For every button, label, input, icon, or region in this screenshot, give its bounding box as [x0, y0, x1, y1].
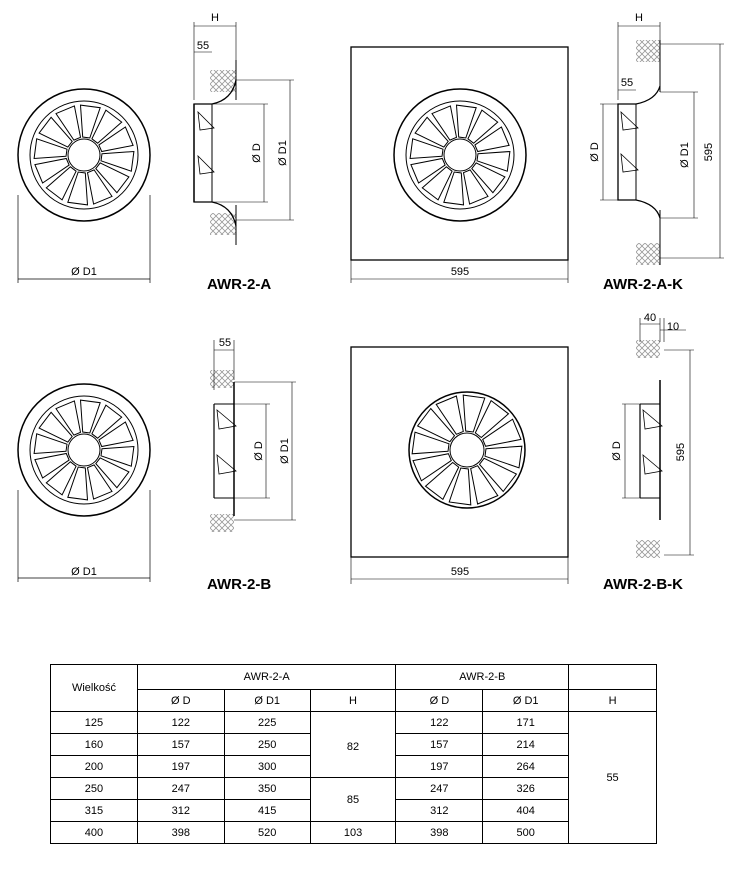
vane [99, 422, 133, 447]
table-row: 250 247 350 85 247 326 [51, 778, 657, 800]
a-h-value-1: 82 [310, 734, 396, 778]
diffuser-vanes [410, 105, 510, 205]
vane [81, 400, 101, 433]
square-front-ak [351, 47, 568, 283]
vane [46, 462, 76, 495]
svg-text:Ø D: Ø D [253, 441, 265, 461]
vane [468, 110, 498, 143]
vane [56, 401, 81, 435]
vane [39, 412, 72, 442]
header-a-h: H [310, 690, 396, 712]
header-a-d: Ø D [137, 690, 224, 712]
label-awr-2-b: AWR-2-B [207, 576, 272, 593]
square-front-bk [351, 347, 568, 584]
svg-text:595: 595 [450, 566, 470, 578]
vane [480, 458, 517, 491]
diffuser-vanes [34, 105, 134, 205]
svg-text:Ø D1: Ø D1 [277, 140, 289, 166]
vane [39, 117, 72, 147]
vane [418, 409, 455, 442]
vane [68, 172, 88, 205]
table-row: 160 157 250 82 157 214 [51, 734, 657, 756]
svg-text:595: 595 [703, 142, 715, 162]
svg-text:Ø D1: Ø D1 [279, 438, 291, 464]
diffuser-vanes [412, 395, 522, 505]
vane [101, 447, 134, 467]
vane [411, 159, 445, 184]
vane [436, 396, 463, 434]
header-b-h: H [569, 690, 657, 712]
side-view-b [210, 337, 296, 532]
vane [485, 446, 522, 468]
vane [410, 139, 443, 159]
vane [426, 463, 459, 500]
vane [92, 110, 122, 143]
side-view-a [194, 12, 294, 245]
svg-text:55: 55 [218, 337, 232, 349]
vane [415, 117, 448, 147]
svg-text:Ø D: Ø D [589, 142, 601, 162]
svg-text:595: 595 [450, 266, 470, 278]
table-row: 200 197 300 197 264 [51, 756, 657, 778]
header-b-d1: Ø D1 [483, 690, 569, 712]
vane [56, 106, 81, 140]
table-row: 125 122 225 122 171 55 [51, 712, 657, 734]
label-awr-2-b-k: AWR-2-B-K [603, 576, 683, 593]
table-row: 315 312 415 312 404 [51, 800, 657, 822]
svg-text:595: 595 [675, 442, 687, 462]
vane [444, 172, 464, 205]
svg-text:H: H [635, 12, 643, 24]
vane [463, 395, 485, 432]
vane [81, 105, 101, 138]
svg-text:55: 55 [196, 40, 210, 52]
header-size: Wielkość [51, 665, 138, 712]
svg-text:Ø D1: Ø D1 [679, 142, 691, 168]
vane [68, 467, 88, 500]
vane [457, 105, 477, 138]
label-awr-2-a: AWR-2-A [207, 276, 272, 293]
vane [101, 152, 134, 172]
vane [34, 434, 67, 454]
vane [412, 432, 449, 454]
vane [471, 466, 498, 504]
vane [96, 458, 129, 488]
svg-text:Ø D: Ø D [251, 143, 263, 163]
side-view-ak [589, 12, 724, 265]
vane [413, 454, 451, 481]
vane [472, 163, 505, 193]
svg-text:55: 55 [620, 77, 634, 89]
vane [449, 468, 471, 505]
svg-text:10: 10 [666, 321, 680, 333]
vane [475, 401, 508, 438]
side-view-bk [611, 312, 694, 558]
vane [475, 127, 509, 152]
vane [46, 167, 76, 200]
svg-text:Ø D1: Ø D1 [71, 566, 97, 578]
vane [88, 170, 113, 204]
a-h-value-2: 85 [310, 778, 396, 822]
vane [483, 419, 521, 446]
a-h-value-3: 103 [310, 822, 396, 844]
dim-d1: Ø D1 [71, 266, 97, 278]
table-row: 400 398 520 103 398 500 [51, 822, 657, 844]
diffuser-vanes [34, 400, 134, 500]
svg-text:H: H [211, 12, 219, 24]
front-view-b [18, 384, 150, 582]
vane [35, 454, 69, 479]
vane [477, 152, 510, 172]
vane [96, 163, 129, 193]
header-group-b: AWR-2-B [396, 665, 569, 690]
vane [422, 167, 452, 200]
vane [35, 159, 69, 184]
header-a-d1: Ø D1 [224, 690, 310, 712]
vane [88, 465, 113, 499]
dimensions-table [50, 664, 657, 844]
vane [92, 405, 122, 438]
vane [99, 127, 133, 152]
label-awr-2-a-k: AWR-2-A-K [603, 276, 683, 293]
svg-text:40: 40 [643, 312, 657, 324]
vane [464, 170, 489, 204]
header-b-d: Ø D [396, 690, 483, 712]
front-view-a [18, 89, 150, 283]
header-group-a: AWR-2-A [137, 665, 396, 690]
vane [432, 106, 457, 140]
b-h-value: 55 [569, 712, 657, 844]
header-blank [569, 665, 657, 690]
vane [34, 139, 67, 159]
svg-text:Ø D: Ø D [611, 441, 623, 461]
